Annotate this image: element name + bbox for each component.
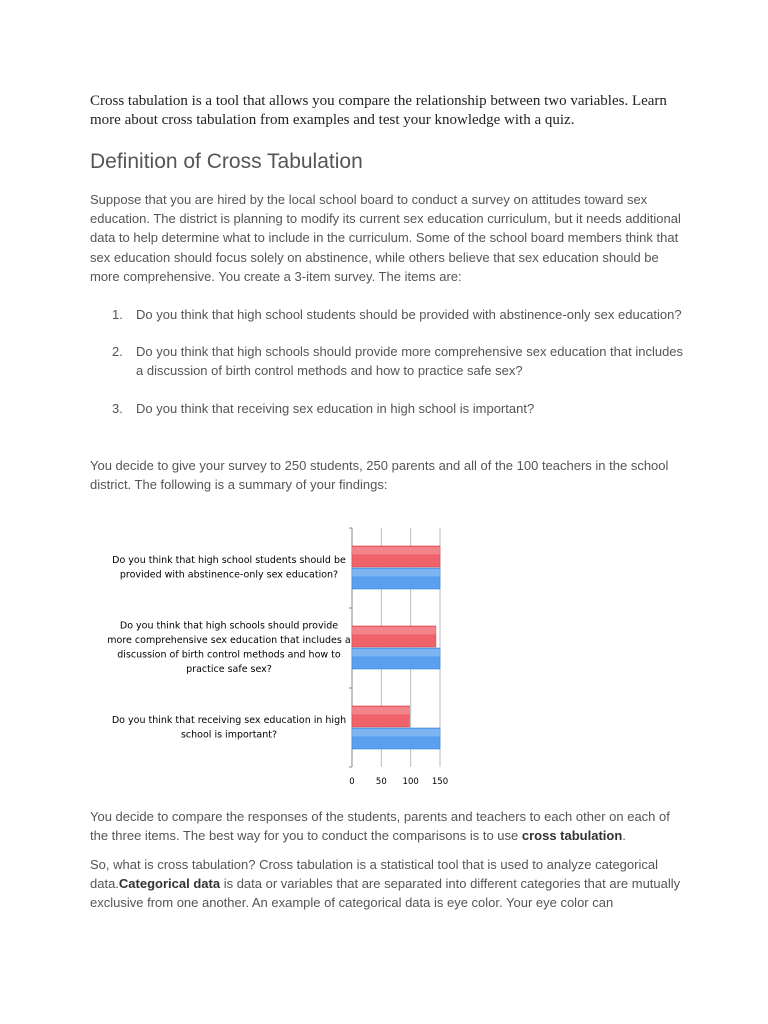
- survey-items-list: [90, 305, 690, 418]
- x-tick-label: 100: [402, 777, 419, 787]
- paragraph-comparison-end: .: [622, 828, 626, 844]
- intro-text: Cross tabulation is a tool that allows you compare the relationship between two variables. Learn more about cross tabulation from examples and test your knowledge with a quiz.: [90, 93, 667, 128]
- list-item: [90, 342, 690, 380]
- paragraph-survey-context: Suppose that you are hired by the local school board to conduct a survey on attitudes toward sex education. The district is planning to modify its current sex education curriculum, but it needs additional data to help determine what to include in the curriculum. Some of the school board members think that sex education should focus solely on abstinence, while others believe that sex education should be more comprehensive. You create a 3-item survey. The items are:: [90, 192, 681, 284]
- bar-chart: [0, 520, 768, 800]
- list-item: [90, 399, 690, 418]
- list-item-text: Do you think that high school students should be provided with abstinence-only sex education?: [136, 307, 682, 322]
- list-item-number: 2.: [112, 344, 123, 360]
- survey-results-chart: [0, 520, 768, 800]
- bold-term-cross-tabulation: cross tabulation: [521, 828, 623, 844]
- category-label: Do you think that receiving sex education in high: [111, 714, 347, 726]
- bar-highlight: [352, 729, 440, 736]
- paragraph-comparison: [90, 807, 690, 845]
- paragraph-comparison-text: You decide to compare the responses of the students, parents and teachers to each other on each of the three items. The best way for you to conduct the comparisons is to use: [90, 809, 670, 844]
- category-label: more comprehensive sex education that includes a: [107, 634, 351, 646]
- list-item-number: 3.: [112, 400, 123, 416]
- list-item-text: Do you think that high schools should provide more comprehensive sex education that includes a discussion of birth control methods and how to practice safe sex?: [136, 344, 684, 379]
- list-item: [90, 305, 690, 324]
- category-label: school is important?: [180, 729, 278, 741]
- bar-highlight: [352, 547, 440, 554]
- bar-highlight: [352, 569, 440, 576]
- paragraph-definition: [90, 855, 690, 913]
- x-tick-label: 0: [349, 777, 355, 787]
- list-item-text: Do you think that receiving sex education in high school is important?: [136, 400, 535, 416]
- bold-term-categorical-data: Categorical data: [118, 876, 221, 892]
- section-heading: Definition of Cross Tabulation: [90, 150, 363, 173]
- paragraph-survey-summary: You decide to give your survey to 250 students, 250 parents and all of the 100 teachers in the school district. The following is a summary of your findings:: [90, 458, 669, 493]
- category-label: practice safe sex?: [186, 663, 272, 675]
- bar-highlight: [352, 707, 409, 714]
- list-item-number: 1.: [112, 307, 123, 322]
- paragraph-definition-rest: is data or variables that are separated into different categories that are mutually exclusive from one another. An example of categorical data is eye color. Your eye color can: [90, 876, 681, 911]
- bar-highlight: [352, 627, 436, 634]
- bar-highlight: [352, 649, 440, 656]
- category-label: Do you think that high school students should be: [112, 554, 346, 566]
- category-label: Do you think that high schools should provide: [119, 620, 339, 632]
- category-label: provided with abstinence-only sex education?: [119, 569, 339, 581]
- paragraph-definition-text: So, what is cross tabulation? Cross tabulation is a statistical tool that is used to analyze categorical data.: [90, 857, 658, 892]
- category-label: discussion of birth control methods and how to: [117, 649, 341, 661]
- x-tick-label: 150: [431, 777, 449, 787]
- x-tick-label: 50: [375, 777, 387, 787]
